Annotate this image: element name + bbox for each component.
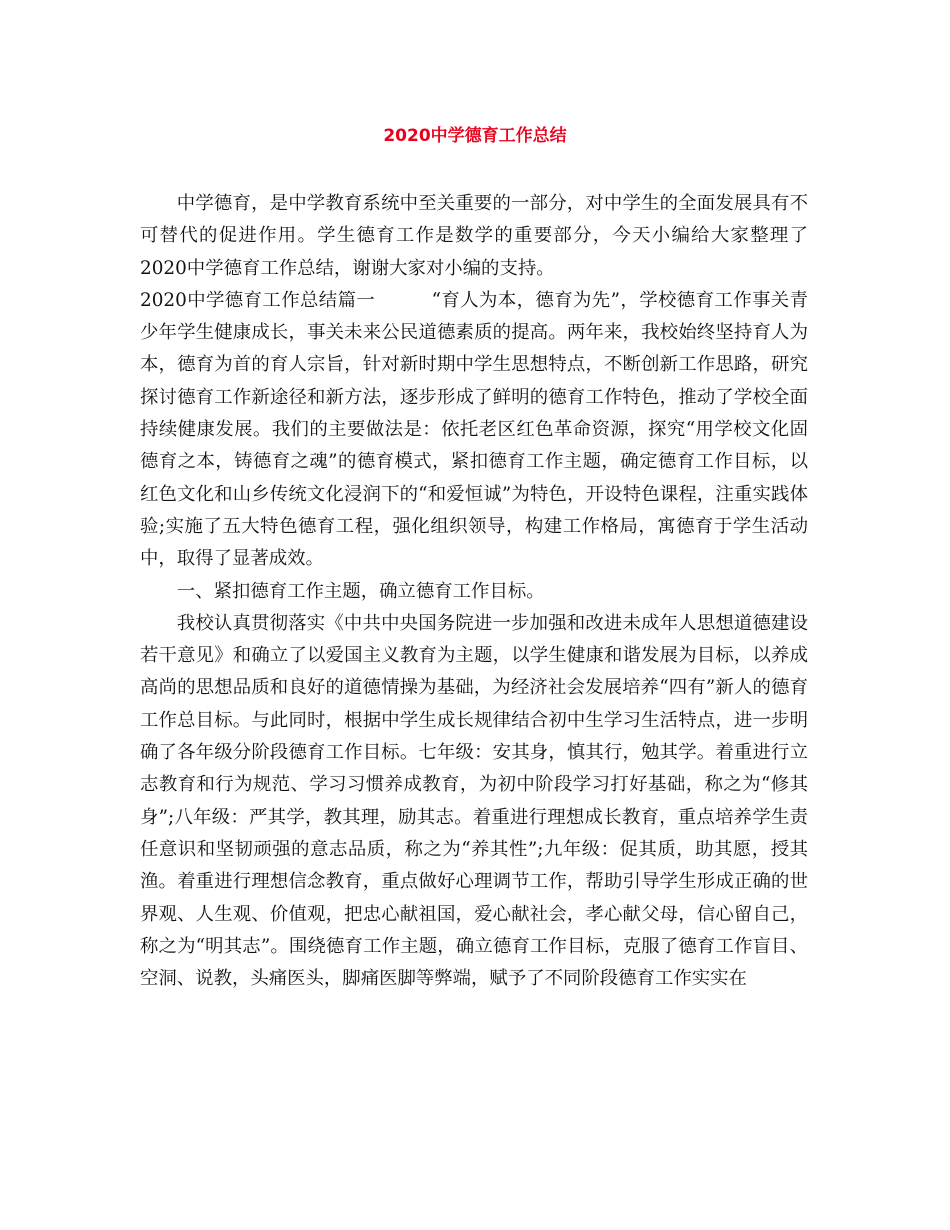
document-title: 2020中学德育工作总结	[383, 126, 567, 146]
document-body	[140, 188, 808, 995]
section-heading: 2020中学德育工作总结篇一	[140, 289, 376, 311]
section-paragraph	[140, 285, 808, 576]
section-paragraph-text: “育人为本，德育为先”，学校德育工作事关青少年学生健康成长，事关未来公民道德素质的提高。两年来，我校始终坚持育人为本，德育为首的育人宗旨，针对新时期中学生思想特点，不断创新工作思路，研究探讨德育工作新途径和新方法，逐步形成了鲜明的德育工作特色，推动了学校全面持续健康发展。我们的主要做法是：依托老区红色革命资源，探究“用学校文化固德育之本，铸德育之魂”的德育模式，紧扣德育工作主题，确定德育工作目标，以红色文化和山乡传统文化浸润下的“和爱恒诚”为特色，开设特色课程，注重实践体验;实施了五大特色德育工程，强化组织领导，构建工作格局，寓德育于学生活动中，取得了显著成效。	[140, 289, 808, 570]
goal-paragraph: 我校认真贯彻落实《中共中央国务院进一步加强和改进未成年人思想道德建设若干意见》和确立了以爱国主义教育为主题，以学生健康和谐发展为目标，以养成高尚的思想品质和良好的道德情操为基础，为经济社会发展培养“四有”新人的德育工作总目标。与此同时，根据中学生成长规律结合初中生学习生活特点，进一步明确了各年级分阶段德育工作目标。七年级：安其身，慎其行，勉其学。着重进行立志教育和行为规范、学习习惯养成教育，为初中阶段学习打好基础，称之为“修其身”;八年级：严其学，教其理，励其志。着重进行理想成长教育，重点培养学生责任意识和坚韧顽强的意志品质，称之为“养其性”;九年级：促其质，助其愿，授其渔。着重进行理想信念教育，重点做好心理调节工作，帮助引导学生形成正确的世界观、人生观、价值观，把忠心献祖国，爱心献社会，孝心献父母，信心留自己，称之为“明其志”。围绕德育工作主题，确立德育工作目标，克服了德育工作盲目、空洞、说教，头痛医头，脚痛医脚等弊端，赋予了不同阶段德育工作实实在	[140, 612, 808, 990]
intro-paragraph: 中学德育，是中学教育系统中至关重要的一部分，对中学生的全面发展具有不可替代的促进作用。学生德育工作是数学的重要部分，今天小编给大家整理了2020中学德育工作总结，谢谢大家对小编的支持。	[140, 193, 808, 279]
subheading-one: 一、紧扣德育工作主题，确立德育工作目标。	[176, 580, 545, 602]
